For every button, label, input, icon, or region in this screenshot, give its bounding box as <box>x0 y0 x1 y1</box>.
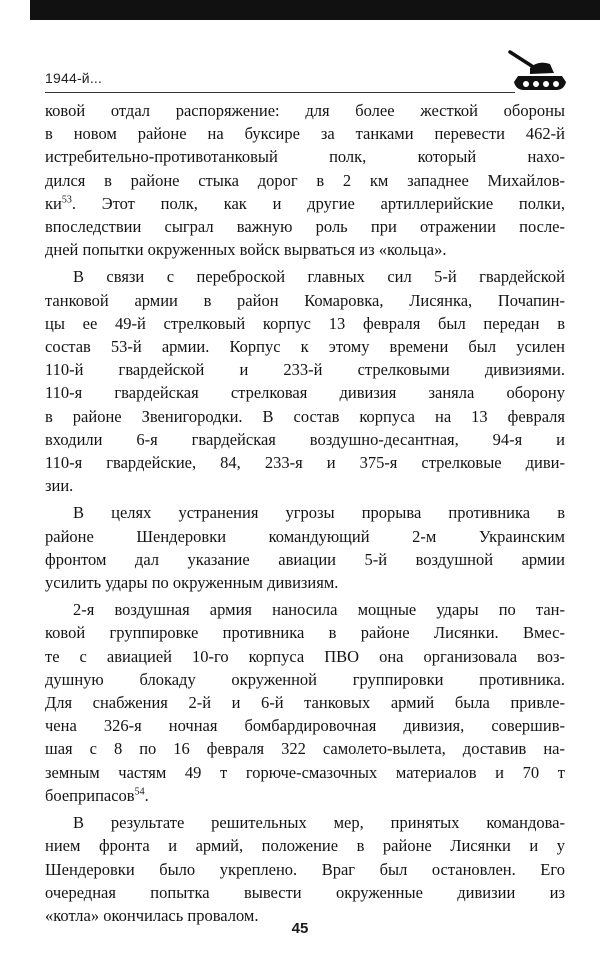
text-fragment: ки <box>45 193 62 213</box>
text-line: душную блокаду окруженной группировки противника. <box>45 669 565 689</box>
text-line: нием фронта и армий, положение в районе Лисянки и у <box>45 836 565 856</box>
text-line: фронтом дал указание авиации 5-й воздушной армии <box>45 549 565 569</box>
text-line: «котла» окончилась провалом. <box>45 905 259 925</box>
text-line: танковой армии в район Комаровка, Лисянка, Почапин- <box>45 290 565 310</box>
text-line: усилить удары по окруженным дивизиям. <box>45 573 339 593</box>
tank-icon <box>508 46 568 92</box>
text-line: шая с 8 по 16 февраля 322 самолето-вылета, доставив на- <box>45 739 565 759</box>
top-black-bar <box>30 0 600 20</box>
text-line-with-footnote <box>45 192 565 215</box>
footnote-ref: 53 <box>61 194 72 206</box>
text-fragment: боеприпасов <box>45 785 135 805</box>
paragraph-3 <box>45 501 565 594</box>
page-number: 45 <box>291 920 309 937</box>
text-line: входили 6-я гвардейская воздушно-десантная, 94-я и <box>45 429 565 449</box>
text-line: Шендеровки было укреплено. Враг был остановлен. Его <box>45 859 565 879</box>
paragraph-5 <box>45 811 565 927</box>
paragraph-2 <box>45 265 565 497</box>
text-line: зии. <box>45 476 74 496</box>
text-line: очередная попытка вывести окруженные дивизии из <box>45 882 565 902</box>
text-line: те с авиацией 10-го корпуса ПВО она организовала воз- <box>45 646 565 666</box>
text-line: 110-й гвардейской и 233-й стрелковыми дивизиями. <box>45 360 565 380</box>
text-line: районе Шендеровки командующий 2-м Украинским <box>45 526 565 546</box>
text-line: в новом районе на буксире за танками перевести 462-й <box>45 124 565 144</box>
text-line: 110-я гвардейские, 84, 233-я и 375-я стрелковые диви- <box>45 453 565 473</box>
text-line: истребительно-противотанковый полк, который нахо- <box>45 147 565 167</box>
text-line: 110-я гвардейская стрелковая дивизия заняла оборону <box>45 383 565 403</box>
header-rule <box>45 92 515 93</box>
text-fragment: . Этот полк, как и другие артиллерийские полки, <box>71 193 565 213</box>
footnote-ref: 54 <box>134 786 145 798</box>
text-line: чена 326-я ночная бомбардировочная дивизия, совершив- <box>45 716 565 736</box>
text-line: В целях устранения угрозы прорыва противника в <box>73 503 565 523</box>
text-line: Для снабжения 2-й и 6-й танковых армий была привле- <box>45 693 565 713</box>
text-line: в районе Звенигородки. В состав корпуса на 13 февраля <box>45 406 565 426</box>
text-line: дней попытки окруженных войск вырваться из «кольца». <box>45 240 447 260</box>
paragraph-1 <box>45 99 565 261</box>
running-head-title: 1944-й... <box>45 70 103 86</box>
text-fragment: . <box>144 785 149 805</box>
text-line: земным частям 49 т горюче-смазочных материалов и 70 т <box>45 762 565 782</box>
text-line: дился в районе стыка дорог в 2 км западнее Михайлов- <box>45 170 565 190</box>
page-body <box>45 99 565 931</box>
text-line: ковой отдал распоряжение: для более жесткой обороны <box>45 101 565 120</box>
text-line: впоследствии сыграл важную роль при отражении после- <box>45 217 565 237</box>
text-line-with-footnote <box>45 784 565 807</box>
text-line: В связи с переброской главных сил 5-й гвардейской <box>73 267 565 287</box>
text-line: 2-я воздушная армия наносила мощные удары по тан- <box>73 600 565 620</box>
paragraph-4 <box>45 598 565 807</box>
text-line: В результате решительных мер, принятых командова- <box>73 813 565 833</box>
text-line: ковой группировке противника в районе Лисянки. Вмес- <box>45 623 565 643</box>
text-line: цы ее 49-й стрелковый корпус 13 февраля был передан в <box>45 313 565 333</box>
text-line: состав 53-й армии. Корпус к этому времени был усилен <box>45 337 565 357</box>
